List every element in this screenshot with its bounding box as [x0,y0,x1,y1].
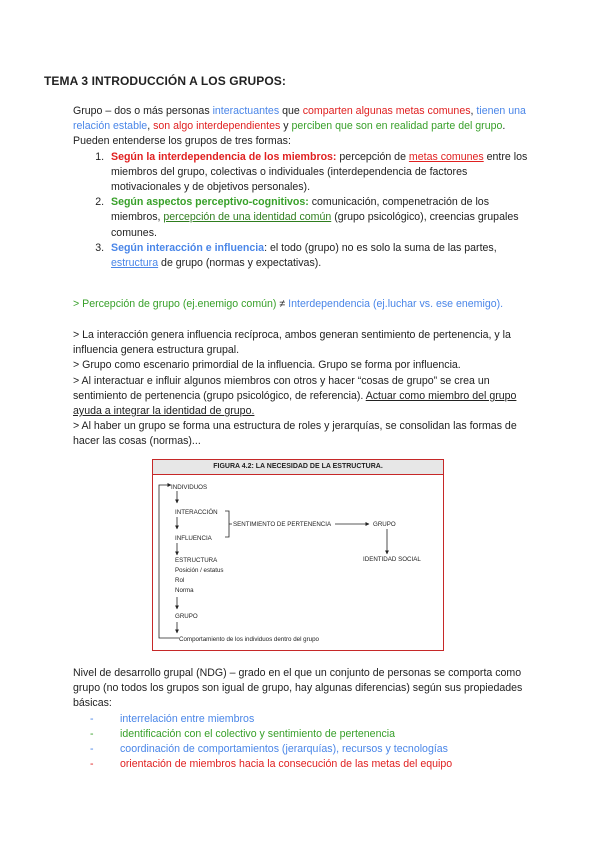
figure-structure [152,459,444,651]
interdependence-text: Interdependencia (ej.luchar vs. ese enemigo). [285,298,504,310]
node-individuos: INDIVIDUOS [171,484,208,491]
intro-text: , [470,105,477,117]
ndg-properties-list [73,712,533,773]
form-item-3 [107,241,533,271]
form-item-3-text: de grupo (normas y expectativas). [158,257,322,270]
intro-metas-comunes: comparten algunas metas comunes [302,105,471,117]
perception-line [73,297,533,312]
ndg-item-3: - coordinación de comportamientos (jerarquías), recursos y tecnologías [90,742,533,757]
intro-paragraph [73,104,533,271]
ndg-paragraph: Nivel de desarrollo grupal (NDG) – grado en el que un conjunto de personas se comporta como grupo (no todos los grupos son igual de grupo, hay algunas diferencias) según sus propiedades básicas: [73,667,523,710]
brace-bracket [225,511,232,537]
form-item-3-underlined: estructura [111,257,159,270]
form-item-2-heading: Según aspectos perceptivo-cognitivos: [111,196,309,209]
ndg-item-1: - interrelación entre miembros [90,712,533,727]
notes-section [73,328,533,450]
intro-text: que [279,105,303,117]
figure-diagram [153,460,443,650]
page-title: TEMA 3 INTRODUCCIÓN A LOS GRUPOS: [44,74,286,88]
form-item-1 [107,150,533,196]
node-norma: Norma [175,587,194,594]
note-3-underlined: Actuar como miembro del grupo ayuda a integrar la identidad de grupo. [73,389,517,418]
intro-text: , [147,120,154,133]
form-item-1-heading: Según la interdependencia de los miembros: [111,150,337,163]
node-identidad-social: IDENTIDAD SOCIAL [363,556,421,563]
intro-interdependientes: son algo interdependientes [153,120,281,133]
form-item-2 [107,195,533,241]
form-item-3-heading: Según interacción e influencia [111,241,265,254]
ndg-item-2: - identificación con el colectivo y sentimiento de pertenencia [90,727,533,742]
note-4: > Al haber un grupo se forma una estructura de roles y jerarquías, se consolidan las formas de hacer las cosas (normas)... [73,420,517,448]
form-item-2-underlined: percepción de una identidad común [163,211,332,224]
note-3 [73,374,533,420]
ndg-item-4: - orientación de miembros hacia la consecución de las metas del equipo [90,757,533,772]
perception-text: > Percepción de grupo (ej.enemigo común) [73,298,280,310]
node-estructura: ESTRUCTURA [175,557,218,564]
intro-perciben: perciben que son en realidad parte del grupo [291,120,503,133]
intro-interactuantes: interactuantes [212,105,280,117]
node-influencia: INFLUENCIA [175,535,212,542]
form-item-2-text: comunicación, compenetración de los miembros, [111,196,489,224]
node-sentimiento: SENTIMIENTO DE PERTENENCIA [233,521,332,528]
forms-list [73,150,533,272]
intro-text: y [280,120,292,133]
ndg-section [73,666,533,772]
form-item-2-text: (grupo psicológico), creencias grupales comunes. [111,211,519,239]
node-grupo-right: GRUPO [373,521,396,528]
intro-text: . [502,120,506,133]
form-item-3-text: : el todo (grupo) no es solo la suma de las partes, [264,241,497,254]
intro-text: Grupo – dos o más personas [73,105,213,117]
forms-intro: Pueden entenderse los grupos de tres formas: [73,135,291,148]
node-interaccion: INTERACCIÓN [175,509,218,516]
node-comportamiento: Comportamiento de los individuos dentro del grupo [179,636,319,643]
figure-heading: FIGURA 4.2: LA NECESIDAD DE LA ESTRUCTURA. [153,460,443,475]
intro-relacion-estable: tienen una relación estable [73,105,526,133]
node-grupo-bottom: GRUPO [175,613,198,620]
node-posicion: Posición / estatus [175,567,224,574]
form-item-1-text: entre los miembros del grupo, colectivas o individuales (interdependencia de factores motivacionales y de objetivos personales). [111,150,528,194]
note-3-text: > Al interactuar e influir algunos miembros con otros y hacer “cosas de grupo” se crea un sentimiento de pertenencia (grupo psicológico, de referencia). [73,374,490,402]
not-equal-sign: ≠ [279,298,286,310]
note-2: > Grupo como escenario primordial de la influencia. Grupo se forma por influencia. [73,359,461,372]
note-1: > La interacción genera influencia recíproca, ambos generan sentimiento de pertenencia, y la influencia genera estructura grupal. [73,329,511,357]
node-rol: Rol [175,577,185,584]
form-item-1-underlined: metas comunes [408,150,484,163]
form-item-1-text: percepción de [336,150,409,163]
